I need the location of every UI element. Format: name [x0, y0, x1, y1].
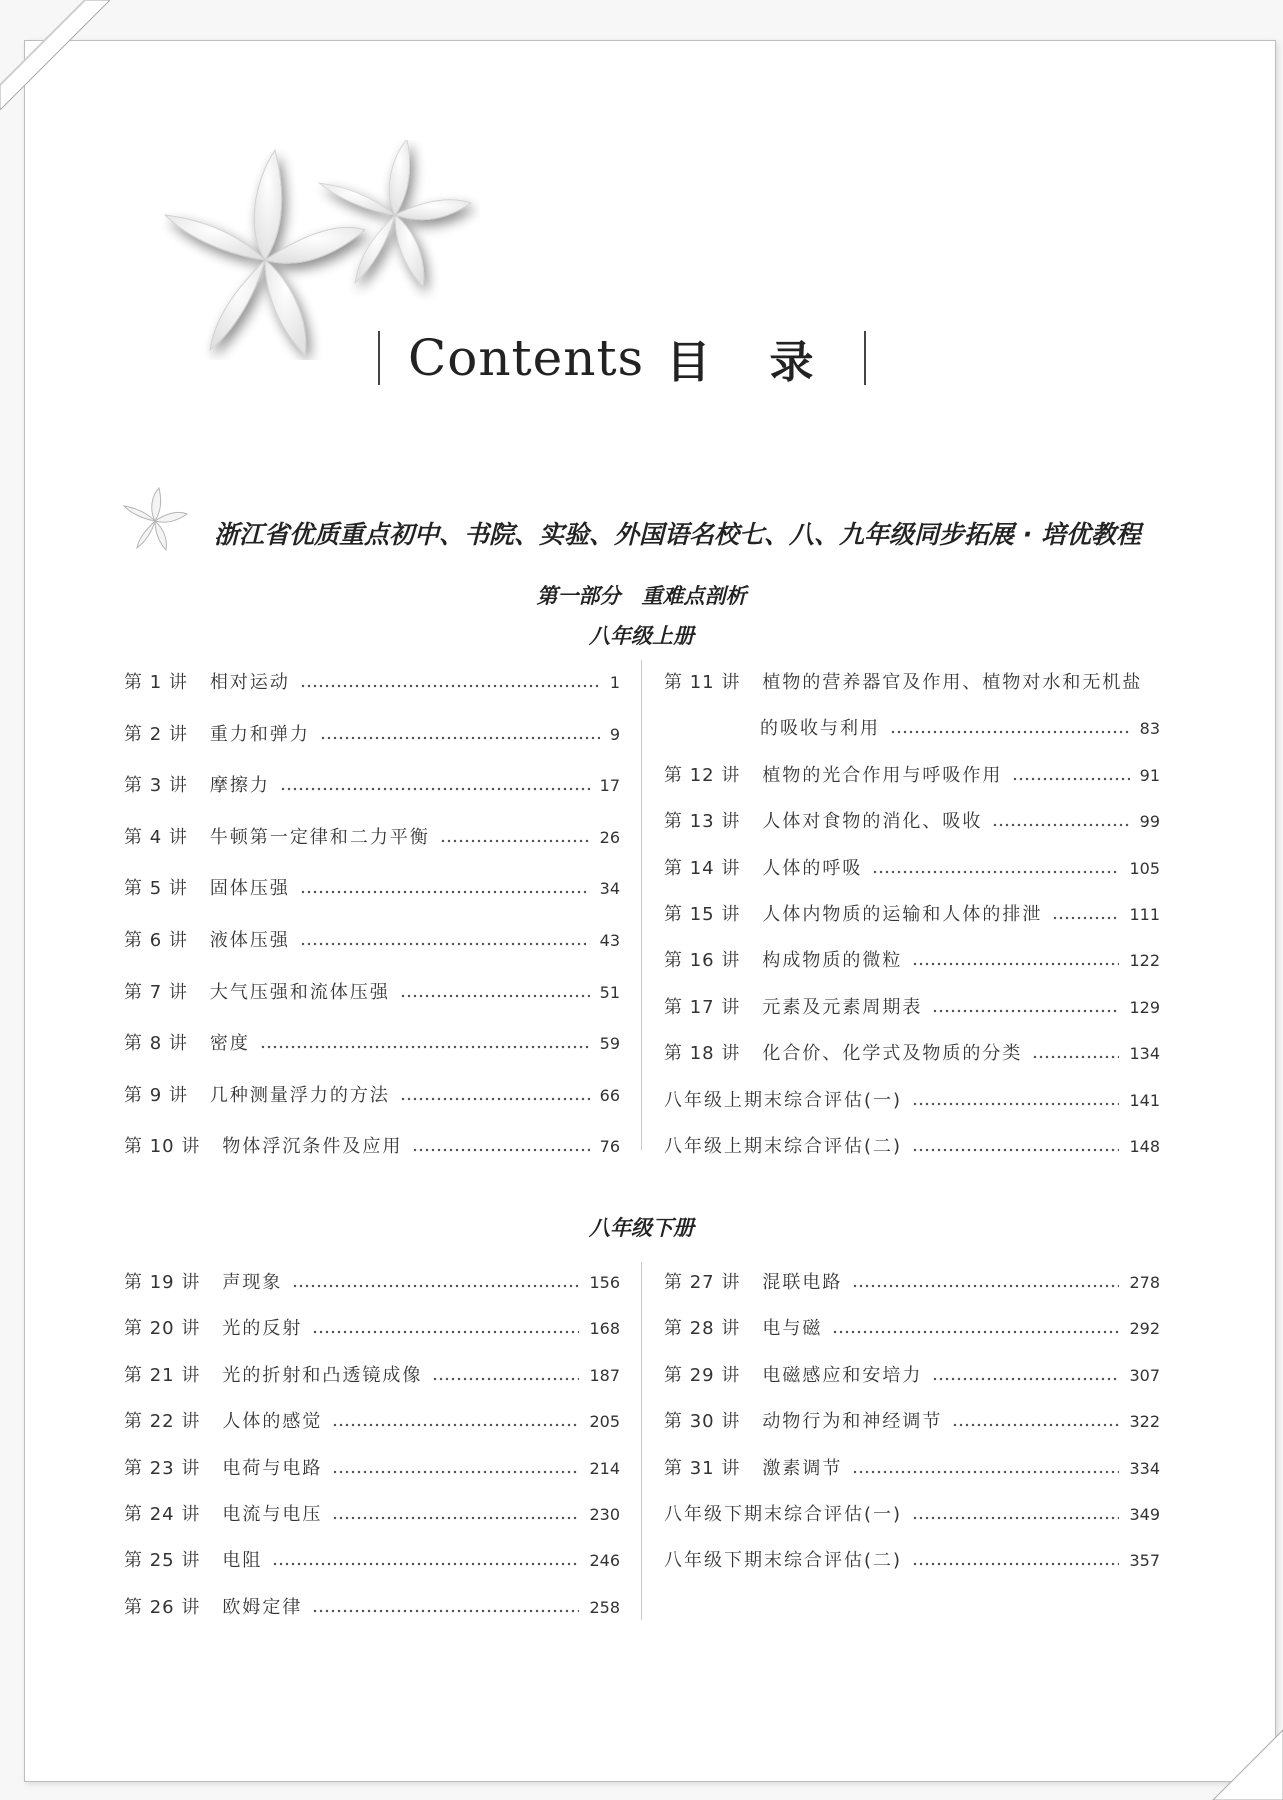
dot-leader	[300, 934, 590, 946]
title-left-bar	[378, 331, 380, 385]
page-number: 9	[609, 724, 620, 744]
page-number: 357	[1129, 1551, 1160, 1571]
page-number: 168	[589, 1319, 620, 1339]
page-number: 141	[1129, 1090, 1160, 1110]
topic-title: 相对运动	[209, 672, 290, 693]
lecture-number: 第 12 讲	[664, 764, 741, 786]
lecture-number: 第 7 讲	[124, 981, 188, 1003]
toc-entry[interactable]	[124, 978, 620, 1002]
toc-entry[interactable]	[124, 1268, 620, 1292]
dot-leader	[912, 1094, 1119, 1106]
dot-leader	[852, 1276, 1119, 1288]
page-number: 214	[589, 1458, 620, 1478]
topic-title: 声现象	[222, 1272, 283, 1293]
lecture-number: 第 18 讲	[664, 1043, 741, 1065]
flower-illustration	[150, 140, 480, 360]
lecture-number: 第 17 讲	[664, 996, 741, 1018]
toc-entry[interactable]	[124, 1593, 620, 1617]
page-number: 26	[599, 827, 620, 847]
part-title: 第一部分 重难点剖析	[536, 584, 747, 608]
toc-entry[interactable]	[664, 1454, 1160, 1478]
dot-leader	[320, 728, 600, 740]
page-number: 111	[1129, 905, 1160, 924]
topic-title: 密度	[209, 1033, 250, 1055]
lecture-number: 第 14 讲	[664, 857, 741, 879]
toc-entry[interactable]	[664, 807, 1160, 831]
lecture-number: 第 15 讲	[664, 904, 741, 925]
topic-title: 电荷与电路	[222, 1457, 323, 1479]
lecture-number: 第 27 讲	[664, 1272, 741, 1293]
lecture-number: 第 23 讲	[124, 1457, 201, 1479]
page-number: 105	[1129, 858, 1160, 878]
dot-leader	[332, 1508, 579, 1520]
dot-leader	[832, 1322, 1119, 1334]
dot-leader	[332, 1462, 579, 1474]
lecture-number: 第 20 讲	[124, 1318, 201, 1340]
lecture-number: 第 10 讲	[124, 1136, 201, 1158]
column-divider	[641, 1262, 642, 1620]
page-number: 59	[599, 1034, 620, 1054]
page-number: 43	[599, 931, 620, 950]
topic-title: 动物行为和神经调节	[762, 1411, 943, 1433]
corner-fold-decoration	[0, 0, 110, 110]
dot-leader	[912, 1140, 1119, 1152]
page-number: 278	[1129, 1273, 1160, 1292]
lecture-number: 第 21 讲	[124, 1364, 201, 1386]
toc-entry[interactable]	[664, 1314, 1160, 1338]
toc-entry[interactable]	[124, 1454, 620, 1478]
lecture-number: 第 11 讲	[664, 672, 741, 693]
dot-leader	[912, 954, 1119, 966]
dot-leader	[312, 1322, 579, 1334]
dot-leader	[440, 831, 590, 843]
toc-entry[interactable]	[124, 1081, 620, 1105]
topic-title: 人体的感觉	[222, 1411, 323, 1433]
lecture-number: 第 16 讲	[664, 950, 741, 972]
dot-leader	[412, 1140, 589, 1152]
lecture-number: 第 6 讲	[124, 930, 188, 951]
lecture-number: 第 2 讲	[124, 723, 188, 745]
topic-title: 电流与电压	[222, 1504, 323, 1525]
toc-entry[interactable]	[124, 1361, 620, 1385]
column-divider	[641, 660, 642, 1150]
topic-title: 八年级上期末综合评估(一)	[664, 1089, 903, 1111]
topic-title: 人体的呼吸	[762, 857, 863, 879]
page-number: 246	[589, 1551, 620, 1571]
dot-leader	[992, 815, 1129, 827]
topic-title: 植物的光合作用与呼吸作用	[762, 764, 1003, 786]
dot-leader	[400, 1089, 590, 1101]
page-number: 292	[1129, 1319, 1160, 1339]
toc-entry[interactable]	[664, 854, 1160, 878]
dot-leader	[912, 1554, 1119, 1566]
dot-leader	[1032, 1047, 1119, 1059]
page-number: 258	[589, 1597, 620, 1617]
topic-title: 光的折射和凸透镜成像	[222, 1364, 423, 1386]
page-number: 1	[609, 673, 620, 692]
lecture-number: 第 22 讲	[124, 1411, 201, 1433]
topic-title: 元素及元素周期表	[762, 996, 923, 1018]
topic-title: 植物的营养器官及作用、植物对水和无机盐	[762, 672, 1143, 693]
topic-title: 混联电路	[762, 1272, 843, 1293]
page-number: 205	[589, 1412, 620, 1432]
toc-entry[interactable]	[664, 1361, 1160, 1385]
lecture-number: 第 1 讲	[124, 672, 188, 693]
dot-leader	[932, 1001, 1119, 1013]
toc-entry[interactable]	[124, 874, 620, 898]
topic-title: 固体压强	[209, 878, 290, 900]
topic-title: 八年级下期末综合评估(二)	[664, 1550, 903, 1572]
dot-leader	[300, 676, 600, 688]
dot-leader	[400, 986, 590, 998]
lecture-number: 第 31 讲	[664, 1457, 741, 1479]
topic-title: 物体浮沉条件及应用	[222, 1136, 403, 1158]
toc-entry[interactable]	[664, 1086, 1160, 1110]
toc-entry[interactable]	[124, 926, 620, 950]
toc-entry[interactable]	[124, 823, 620, 847]
title-english: Contents	[408, 329, 645, 387]
page-number: 148	[1129, 1137, 1160, 1156]
toc-entry[interactable]	[664, 761, 1160, 785]
topic-title: 光的反射	[222, 1318, 303, 1340]
title-chinese: 目 录	[666, 337, 836, 388]
dot-leader	[280, 779, 590, 791]
title-right-bar	[864, 331, 866, 385]
corner-fold-decoration-bottom	[1203, 1720, 1283, 1800]
toc-entry[interactable]	[124, 1029, 620, 1053]
dot-leader	[432, 1369, 579, 1381]
toc-entry[interactable]	[664, 1268, 1160, 1292]
topic-title: 八年级上期末综合评估(二)	[664, 1136, 903, 1157]
toc-entry[interactable]	[664, 1546, 1160, 1570]
dot-leader	[852, 1462, 1119, 1474]
dot-leader	[260, 1037, 590, 1049]
page-number: 187	[589, 1365, 620, 1385]
page-number: 122	[1129, 951, 1160, 971]
series-title: 浙江省优质重点初中、书院、实验、外国语名校七、八、九年级同步拓展 · 培优教程	[214, 520, 1141, 549]
lecture-number: 第 30 讲	[664, 1411, 741, 1433]
toc-entry[interactable]	[664, 1039, 1160, 1063]
dot-leader	[912, 1508, 1119, 1520]
dot-leader	[272, 1554, 579, 1566]
lecture-number: 第 13 讲	[664, 811, 741, 833]
topic-title: 液体压强	[209, 930, 290, 951]
toc-entry[interactable]	[664, 1500, 1160, 1524]
lecture-number: 第 19 讲	[124, 1272, 201, 1293]
lecture-number: 第 25 讲	[124, 1550, 201, 1572]
lecture-number: 第 4 讲	[124, 826, 188, 848]
lecture-number: 第 28 讲	[664, 1318, 741, 1340]
page-number: 34	[599, 879, 620, 899]
lecture-number: 第 8 讲	[124, 1033, 188, 1055]
dot-leader	[952, 1415, 1119, 1427]
dot-leader	[890, 722, 1130, 734]
topic-title: 大气压强和流体压强	[209, 981, 390, 1003]
topic-title: 人体内物质的运输和人体的排泄	[762, 904, 1043, 925]
page-number: 76	[599, 1137, 620, 1157]
page-number: 17	[599, 776, 620, 796]
toc-entry[interactable]	[124, 668, 620, 692]
grade-heading: 八年级下册	[589, 1216, 694, 1240]
topic-title: 欧姆定律	[222, 1596, 303, 1618]
page-number: 129	[1129, 997, 1160, 1017]
lecture-number: 第 5 讲	[124, 878, 188, 900]
contents-title	[378, 330, 866, 386]
topic-title: 电磁感应和安培力	[762, 1364, 923, 1386]
toc-entry[interactable]	[124, 1314, 620, 1338]
small-flower-icon	[120, 486, 190, 556]
dot-leader	[312, 1601, 579, 1613]
lecture-number: 第 3 讲	[124, 775, 188, 797]
page-number: 230	[589, 1505, 620, 1524]
page-number: 99	[1139, 812, 1160, 832]
topic-title: 几种测量浮力的方法	[209, 1084, 390, 1106]
page-number: 134	[1129, 1044, 1160, 1064]
toc-entry[interactable]	[124, 1407, 620, 1431]
topic-title: 构成物质的微粒	[762, 950, 903, 972]
topic-title: 人体对食物的消化、吸收	[762, 811, 983, 833]
page-number: 156	[589, 1273, 620, 1292]
dot-leader	[872, 862, 1119, 874]
toc-entry[interactable]	[124, 1132, 620, 1156]
toc-entry[interactable]	[664, 993, 1160, 1017]
toc-entry[interactable]	[124, 1500, 620, 1524]
grade-heading: 八年级上册	[589, 624, 694, 648]
dot-leader	[300, 882, 590, 894]
toc-entry[interactable]	[664, 900, 1160, 924]
topic-title: 八年级下期末综合评估(一)	[664, 1504, 903, 1525]
lecture-number: 第 24 讲	[124, 1504, 201, 1525]
lecture-number: 第 9 讲	[124, 1084, 188, 1106]
dot-leader	[292, 1276, 579, 1288]
topic-title: 激素调节	[762, 1457, 843, 1479]
topic-title: 电与磁	[762, 1318, 823, 1340]
toc-entry[interactable]	[664, 668, 1160, 692]
toc-entry-continuation[interactable]	[664, 714, 1160, 738]
toc-entry[interactable]	[124, 720, 620, 744]
topic-title: 摩擦力	[209, 775, 270, 797]
toc-entry[interactable]	[124, 1546, 620, 1570]
page-number: 307	[1129, 1365, 1160, 1385]
page-number: 334	[1129, 1458, 1160, 1478]
topic-title: 电阻	[222, 1550, 263, 1572]
page-number: 349	[1129, 1505, 1160, 1524]
page-number: 83	[1139, 719, 1160, 739]
lecture-number: 第 29 讲	[664, 1364, 741, 1386]
topic-title: 化合价、化学式及物质的分类	[762, 1043, 1023, 1065]
dot-leader	[932, 1369, 1119, 1381]
topic-title: 牛顿第一定律和二力平衡	[209, 826, 430, 848]
toc-entry[interactable]	[664, 1407, 1160, 1431]
toc-entry[interactable]	[664, 946, 1160, 970]
dot-leader	[332, 1415, 579, 1427]
topic-title-continued: 的吸收与利用	[760, 718, 880, 740]
dot-leader	[1012, 769, 1129, 781]
dot-leader	[1052, 908, 1119, 920]
page-number: 322	[1129, 1412, 1160, 1432]
topic-title: 重力和弹力	[209, 723, 310, 745]
page-number: 51	[599, 982, 620, 1002]
toc-entry[interactable]	[124, 771, 620, 795]
page-number: 91	[1139, 765, 1160, 785]
toc-entry[interactable]	[664, 1132, 1160, 1156]
lecture-number: 第 26 讲	[124, 1596, 201, 1618]
page-number: 66	[599, 1085, 620, 1105]
